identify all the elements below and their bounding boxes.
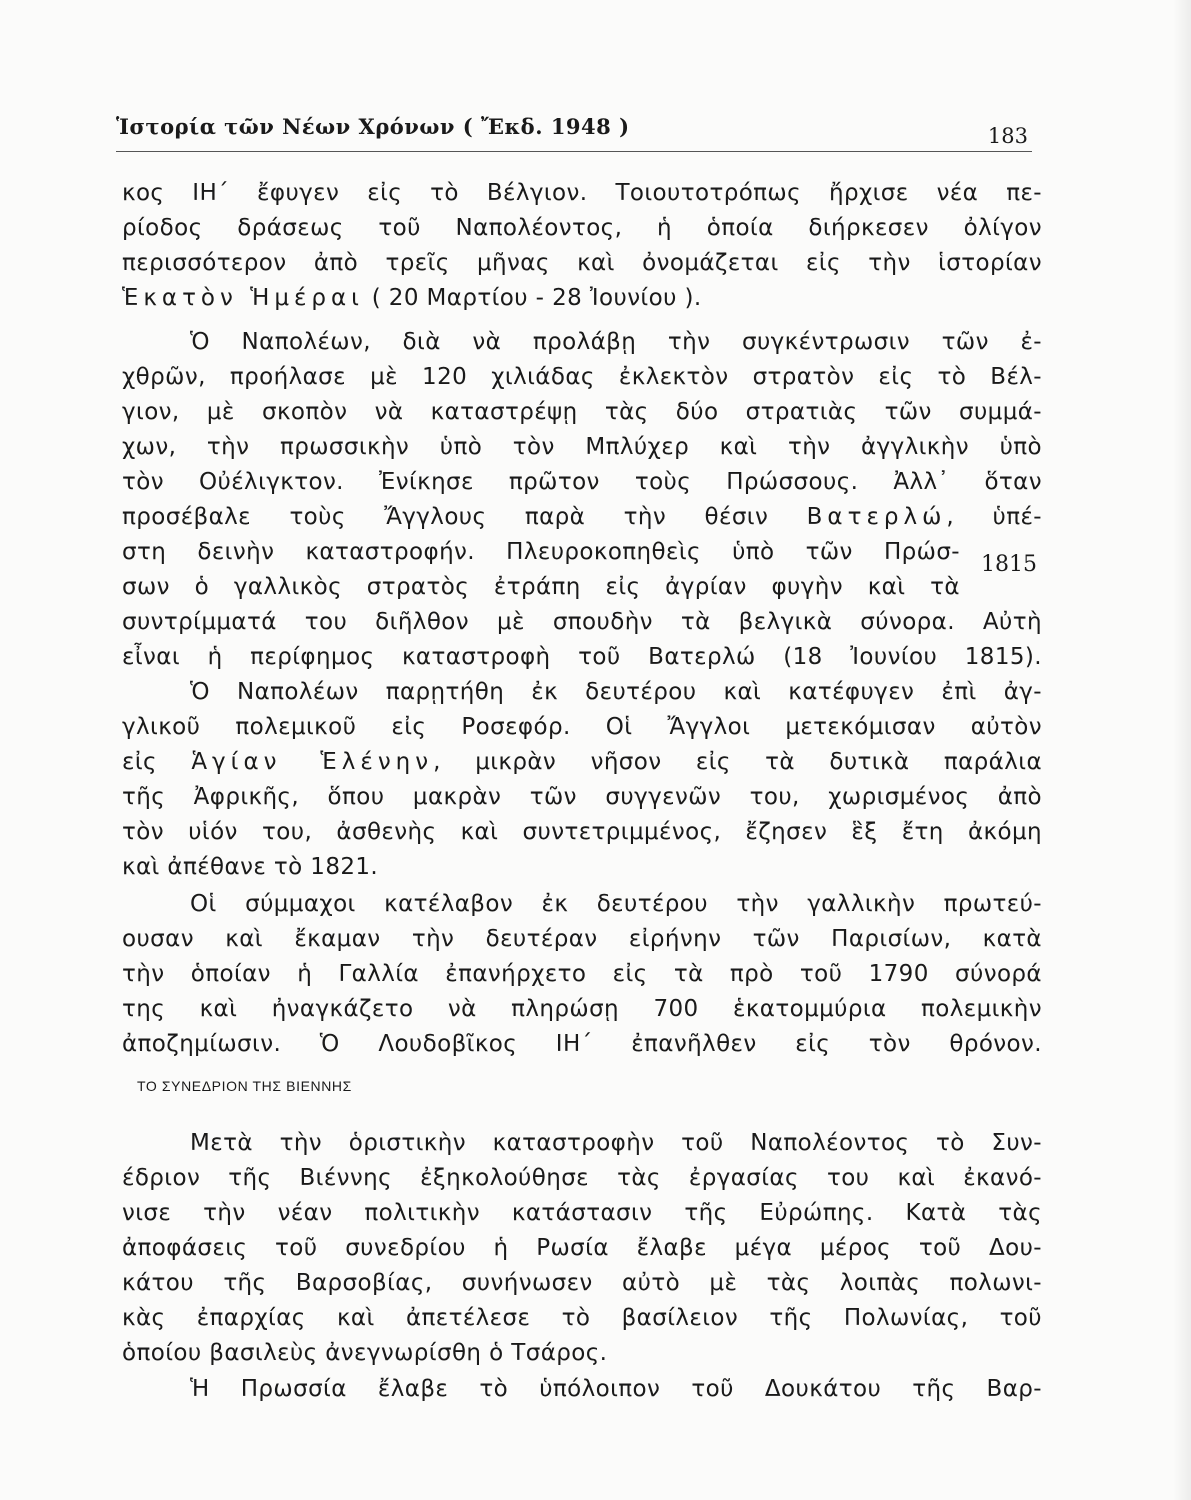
scan-edge-shadow (1173, 0, 1191, 1500)
paragraph-4-line-5: ἀποζημίωσιν. Ὁ Λουδοβῖκος ΙΗ΄ ἐπανῆλθεν εἰς τὸν θρόνον. (122, 1031, 1042, 1057)
paragraph-2-line-10: εἶναι ἡ περίφημος καταστροφὴ τοῦ Βατερλώ (18 Ἰουνίου 1815). (122, 644, 1042, 670)
paragraph-4-line-1: Οἱ σύμμαχοι κατέλαβον ἐκ δευτέρου τὴν γαλλικὴν πρωτεύ- (190, 891, 1042, 917)
paragraph-3-line-1: Ὁ Ναπολέων παρῃτήθη ἐκ δευτέρου καὶ κατέφυγεν ἐπὶ ἀγ- (190, 679, 1042, 705)
saint-helena-line-start: εἰς (122, 749, 192, 775)
paragraph-5-line-5: κάτου τῆς Βαρσοβίας, συνήνωσεν αὐτὸ μὲ τὰς λοιπὰς πολωνι- (122, 1270, 1042, 1296)
running-title: Ἱστορία τῶν Νέων Χρόνων ( Ἔκδ. 1948 ) (116, 114, 630, 139)
section-heading: ΤΟ ΣΥΝΕΔΡΙΟΝ ΤΗΣ ΒΙΕΝΝΗΣ (137, 1078, 352, 1094)
paragraph-1-line-2: ρίοδος δράσεως τοῦ Ναπολέοντος, ἡ ὁποία διήρκεσεν ὀλίγον (122, 215, 1042, 241)
paragraph-5-line-3: νισε τὴν νέαν πολιτικὴν κατάστασιν τῆς Εὐρώπης. Κατὰ τὰς (122, 1200, 1042, 1226)
paragraph-3-line-2: γλικοῦ πολεμικοῦ εἰς Ροσεφόρ. Οἱ Ἄγγλοι μετεκόμισαν αὐτὸν (122, 714, 1042, 740)
paragraph-3-line-6: καὶ ἀπέθανε τὸ 1821. (122, 854, 379, 880)
waterloo-term: Βατερλώ (806, 504, 947, 530)
paragraph-5-line-2: έδριον τῆς Βιέννης ἐξηκολούθησε τὰς ἐργασίας του καὶ ἐκανό- (122, 1165, 1042, 1191)
paragraph-4-line-3: τὴν ὁποίαν ἡ Γαλλία ἐπανήρχετο εἰς τὰ πρὸ τοῦ 1790 σύνορά (122, 961, 1042, 987)
paragraph-1-line-3: περισσότερον ἀπὸ τρεῖς μῆνας καὶ ὀνομάζεται εἰς τὴν ἱστορίαν (122, 250, 1042, 276)
paragraph-2-line-6 (122, 500, 1042, 534)
saint-helena-term: Ἁγίαν Ἑλένην (191, 749, 434, 775)
paragraph-2-line-5: τὸν Οὐέλιγκτον. Ἐνίκησε πρῶτον τοὺς Πρώσσους. Ἀλλ᾿ ὅταν (122, 469, 1042, 495)
paragraph-2-line-8: σων ὁ γαλλικὸς στρατὸς ἐτράπη εἰς ἀγρίαν φυγὴν καὶ τὰ (122, 574, 960, 600)
paragraph-2-line-2: χθρῶν, προήλασε μὲ 120 χιλιάδας ἐκλεκτὸν στρατὸν εἰς τὸ Βέλ- (122, 364, 1042, 390)
paragraph-4-line-4: της καὶ ἠναγκάζετο νὰ πληρώσῃ 700 ἑκατομμύρια πολεμικὴν (122, 996, 1042, 1022)
hundred-days-term: Ἑκατὸν Ἡμέραι (122, 285, 364, 311)
paragraph-3-line-5: τὸν υἱόν του, ἀσθενὴς καὶ συντετριμμένος, ἔζησεν ἓξ ἔτη ἀκόμη (122, 819, 1042, 845)
saint-helena-line-end: , μικρὰν νῆσον εἰς τὰ δυτικὰ παράλια (433, 749, 1043, 775)
paragraph-1-line-1: κος ΙΗ΄ ἔφυγεν εἰς τὸ Βέλγιον. Τοιουτοτρόπως ἤρχισε νέα πε- (122, 180, 1042, 206)
paragraph-2-line-4: χων, τὴν πρωσσικὴν ὑπὸ τὸν Μπλύχερ καὶ τὴν ἀγγλικὴν ὑπὸ (122, 434, 1042, 460)
paragraph-5-line-6: κὰς ἐπαρχίας καὶ ἀπετέλεσε τὸ βασίλειον τῆς Πολωνίας, τοῦ (122, 1305, 1042, 1331)
hundred-days-dates: ( 20 Μαρτίου - 28 Ἰουνίου ). (363, 285, 702, 311)
paragraph-2-line-1: Ὁ Ναπολέων, διὰ νὰ προλάβῃ τὴν συγκέντρωσιν τῶν ἐ- (190, 329, 1042, 355)
header-rule (116, 151, 1032, 152)
paragraph-5-line-4: ἀποφάσεις τοῦ συνεδρίου ἡ Ρωσία ἔλαβε μέγα μέρος τοῦ Δου- (122, 1235, 1042, 1261)
paragraph-4-line-2: ουσαν καὶ ἔκαμαν τὴν δευτέραν εἰρήνην τῶν Παρισίων, κατὰ (122, 926, 1042, 952)
paragraph-2-line-7: στη δεινὴν καταστροφήν. Πλευροκοπηθεὶς ὑπὸ τῶν Πρώσ- (122, 539, 960, 565)
paragraph-5-line-7: ὁποίου βασιλεὺς ἀνεγνωρίσθη ὁ Τσάρος. (122, 1340, 608, 1366)
paragraph-6-line-1: Ἡ Πρωσσία ἔλαβε τὸ ὑπόλοιπον τοῦ Δουκάτου τῆς Βαρ- (190, 1376, 1042, 1402)
page-number: 183 (987, 124, 1028, 148)
paragraph-5-line-1: Μετὰ τὴν ὁριστικὴν καταστροφὴν τοῦ Ναπολέοντος τὸ Συν- (190, 1130, 1042, 1156)
waterloo-line-start: προσέβαλε τοὺς Ἄγγλους παρὰ τὴν θέσιν (122, 504, 807, 530)
paragraph-1-line-4 (122, 281, 1042, 315)
paragraph-3-line-3 (122, 745, 1042, 779)
running-head (116, 112, 1036, 156)
paragraph-2-line-9: συντρίμματά του διῆλθον μὲ σπουδὴν τὰ βελγικὰ σύνορα. Αὐτὴ (122, 609, 1042, 635)
waterloo-line-end: , ὑπέ- (946, 504, 1042, 530)
paragraph-2-line-3: γιον, μὲ σκοπὸν νὰ καταστρέψῃ τὰς δύο στρατιὰς τῶν συμμά- (122, 399, 1042, 425)
margin-year-note: 1815 (981, 552, 1037, 577)
paragraph-3-line-4: τῆς Ἀφρικῆς, ὅπου μακρὰν τῶν συγγενῶν του, χωρισμένος ἀπὸ (122, 784, 1042, 810)
